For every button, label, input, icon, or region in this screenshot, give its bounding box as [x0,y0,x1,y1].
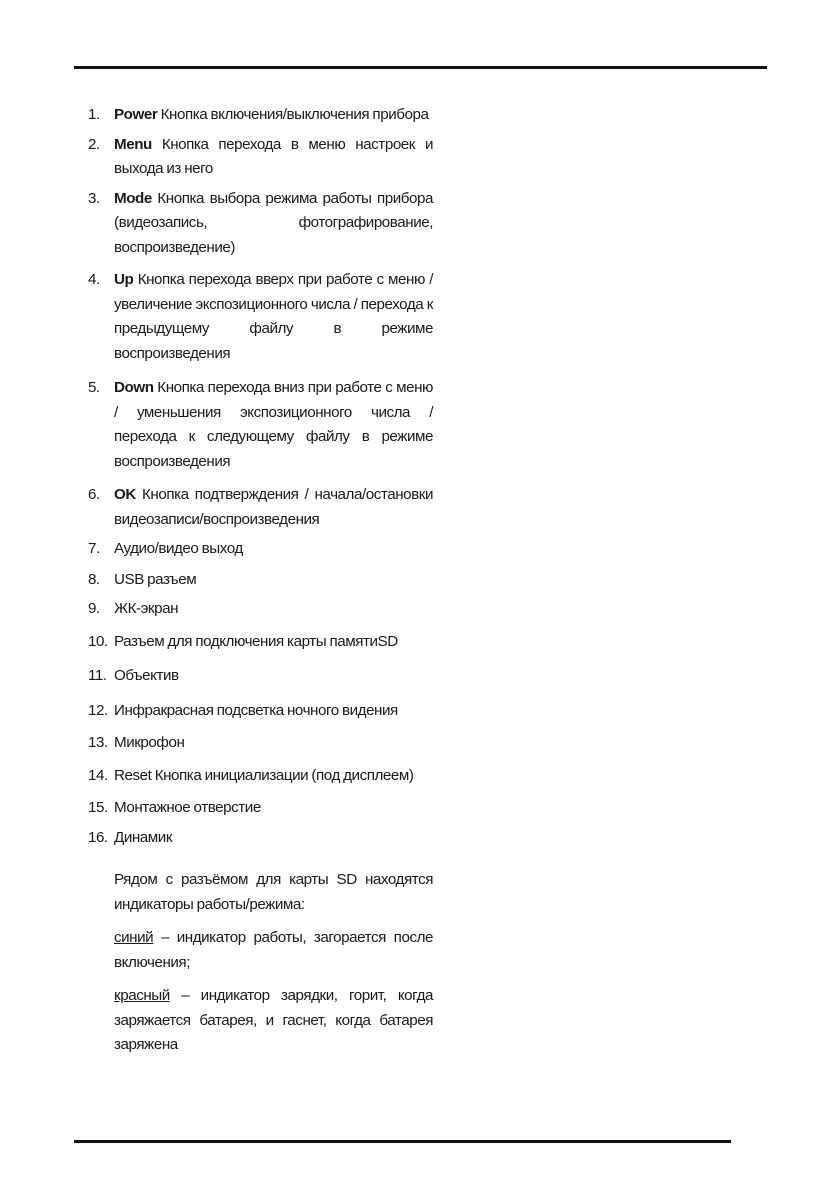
red-text: – индикатор зарядки, горит, когда заряжается батарея, и гаснет, когда батарея заряжена [114,987,433,1053]
item-number: 4. [88,271,100,288]
item-body [114,133,433,182]
item-key: OK [114,486,136,503]
item-number: 5. [88,379,100,396]
item-text: Reset Кнопка инициализации (под дисплеем) [114,766,414,784]
item-body [114,376,433,474]
indicator-intro: Рядом с разъёмом для карты SD находятся индикаторы работы/режима: [114,871,433,913]
item-text: Аудио/видео выход [114,540,243,557]
item-text: Кнопка перехода вниз при работе с меню / уменьшения экспозиционного числа / перехода к следующему файлу в режиме воспроизведения [114,379,433,470]
blue-text: – индикатор работы, загорается после включения; [114,929,433,971]
item-key: Mode [114,189,152,207]
list-item [88,483,433,532]
item-text: Микрофон [114,734,185,751]
indicator-red [88,984,433,1058]
item-text: Кнопка подтверждения / начала/остановки видеозаписи/воспроизведения [114,486,433,528]
item-text: USB разъем [114,570,197,588]
item-number: 6. [88,486,100,503]
item-number: 1. [88,106,100,123]
item-number: 13. [88,734,108,751]
item-text: Кнопка включения/выключения прибора [160,106,429,123]
item-number: 2. [88,135,100,153]
item-body [114,268,433,366]
list-item [88,597,433,622]
item-text: Объектив [114,667,179,684]
list-item [88,664,433,689]
item-body [114,187,433,261]
list-item [88,376,433,474]
item-number: 8. [88,570,100,588]
top-rule [74,66,767,69]
item-text: Инфракрасная подсветка ночного видения [114,701,398,719]
indicator-blue [88,926,433,975]
item-text: Кнопка перехода в меню настроек и выхода из него [114,135,433,177]
list-item [88,268,433,366]
item-key: Down [114,379,154,396]
list-item [88,796,433,821]
item-number: 7. [88,540,100,557]
item-text: Разъем для подключения карты памятиSD [114,632,398,650]
bottom-rule [74,1140,731,1143]
list-item [88,699,433,724]
item-key: Up [114,271,134,288]
list-item [88,826,433,851]
blue-label: синий [114,929,154,946]
list-item [88,731,433,756]
item-text: Кнопка выбора режима работы прибора (видеозапись, фотографирование, воспроизведение) [114,189,433,256]
item-number: 14. [88,766,108,784]
item-key: Power [114,106,158,123]
list-item [88,630,433,655]
list-item [88,103,433,128]
list-item [88,764,433,789]
item-body [114,103,433,128]
list-item [88,568,433,593]
red-label: красный [114,987,170,1004]
item-number: 9. [88,600,100,617]
item-key: Menu [114,135,152,153]
item-body [114,483,433,532]
item-text: Монтажное отверстие [114,799,261,816]
list-item [88,133,433,182]
item-number: 15. [88,799,108,816]
item-text: ЖК-экран [114,600,179,617]
item-number: 16. [88,828,108,846]
list-item [88,537,433,562]
list-item [88,187,433,261]
item-text: Кнопка перехода вверх при работе с меню / увеличение экспозиционного числа / перехода к предыдущему файлу в режиме воспроизведения [114,271,433,362]
legend-content [88,103,433,1058]
item-text: Динамик [114,828,173,846]
item-number: 10. [88,632,108,650]
item-number: 11. [88,667,107,684]
item-number: 12. [88,701,108,719]
item-number: 3. [88,189,100,207]
